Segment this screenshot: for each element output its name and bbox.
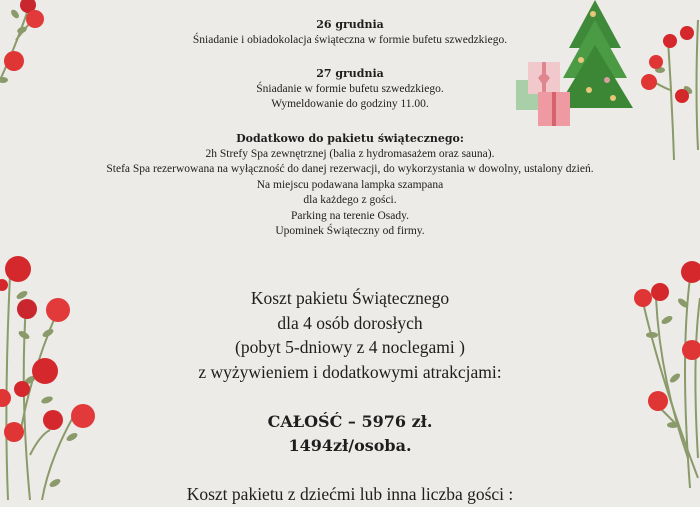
day-26-line: Śniadanie i obiadokolacja świąteczna w formie bufetu szwedzkiego.	[192, 33, 508, 46]
cost-line: z wyżywieniem i dodatkowymi atrakcjami:	[198, 361, 502, 382]
extras-line: Na miejscu podawana lampka szampana	[256, 178, 444, 191]
extras-section	[0, 131, 700, 240]
extras-heading: Dodatkowo do pakietu świątecznego:	[236, 132, 464, 145]
day-27-heading: 27 grudnia	[316, 67, 384, 80]
cost-line: dla 4 osób dorosłych	[277, 312, 423, 333]
extras-line: dla każdego z gości.	[303, 194, 397, 206]
extras-line: Upominek Świąteczny od firmy.	[275, 225, 425, 237]
day-27-line: Śniadanie w formie bufetu szwedzkiego.	[256, 82, 444, 95]
cost-line: Koszt pakietu Świątecznego	[250, 288, 450, 308]
extras-line: Stefa Spa rezerwowana na wyłączność do danej rezerwacji, do wykorzystania w dowolny, ustalony dzień.	[106, 163, 594, 175]
cost-line: (pobyt 5-dniowy z 4 noclegami )	[235, 337, 465, 357]
other-guests-line: Koszt pakietu z dziećmi lub inna liczba gości :	[186, 484, 514, 504]
cost-section	[0, 286, 700, 384]
total-price: CAŁOŚĆ – 5976 zł.	[267, 412, 433, 431]
extras-line: 2h Strefy Spa zewnętrznej (balia z hydromasażem oraz sauna).	[205, 147, 495, 160]
extras-line: Parking na terenie Osady.	[290, 209, 410, 222]
day-27-line: Wymeldowanie do godziny 11.00.	[271, 98, 429, 110]
other-guests-section	[0, 482, 700, 507]
day-26-heading: 26 grudnia	[316, 18, 384, 31]
day-27-section	[0, 66, 700, 113]
day-26-section	[0, 17, 700, 48]
price-per-person: 1494zł/osoba.	[288, 436, 412, 455]
price-section	[0, 410, 700, 458]
